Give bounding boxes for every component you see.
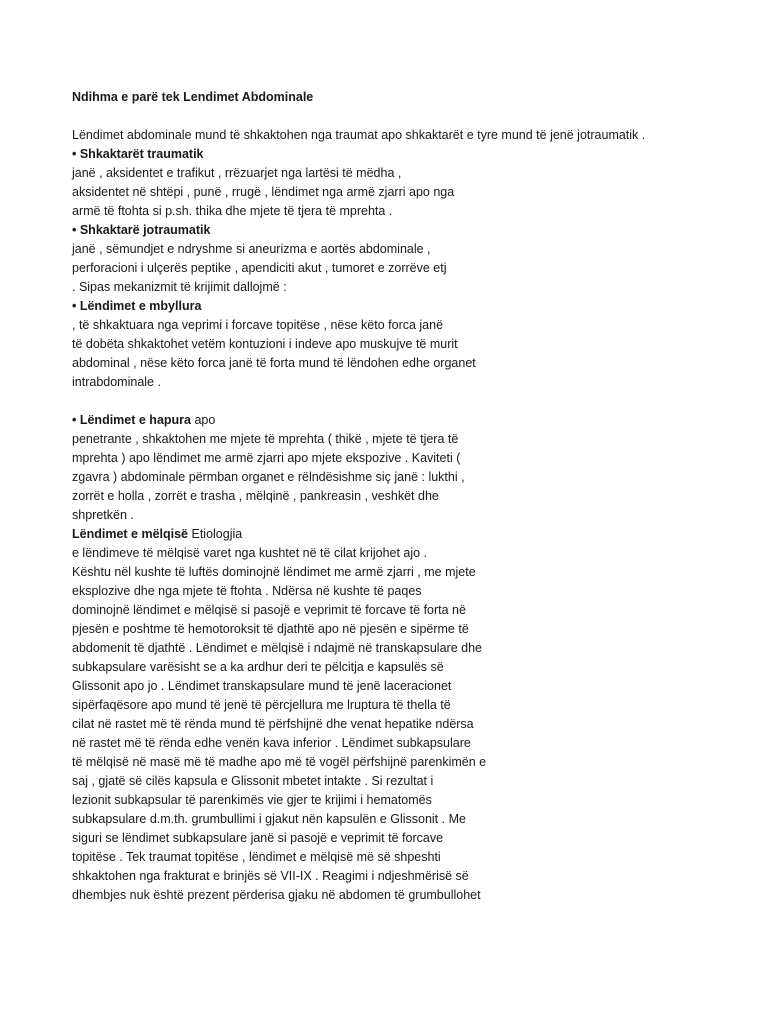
body-line: dominojnë lëndimet e mëlqisë si pasojë e veprimit të forcave të forta në — [72, 603, 466, 617]
body-line: subkapsulare d.m.th. grumbullimi i gjakut nën kapsulën e Glissonit . Me — [72, 812, 466, 826]
body-line: të dobëta shkaktohet vetëm kontuzioni i indeve apo muskujve të murit — [72, 337, 458, 351]
document-title: Ndihma e parë tek Lendimet Abdominale — [72, 90, 314, 104]
body-line: Glissonit apo jo . Lëndimet transkapsulare mund të jenë laceracionet — [72, 679, 452, 693]
body-line: perforacioni i ulçerës peptike , apendiciti akut , tumoret e zorrëve etj — [72, 261, 447, 275]
body-line: topitëse . Tek traumat topitëse , lëndimet e mëlqisë më së shpeshti — [72, 850, 441, 864]
spacer — [72, 107, 692, 126]
section-heading-closed-injuries: • Lëndimet e mbyllura — [72, 299, 202, 313]
section-heading-open-injuries: • Lëndimet e hapura — [72, 413, 191, 427]
section-heading-liver-injuries-line — [72, 525, 692, 544]
document-body — [72, 88, 692, 905]
body-line: saj , gjatë së cilës kapsula e Glissonit mbetet intakte . Si rezultat i — [72, 774, 434, 788]
spacer — [72, 392, 692, 411]
body-line: aksidentet në shtëpi , punë , rrugë , lëndimet nga armë zjarri apo nga — [72, 185, 455, 199]
section-heading-nontraumatic-causes: • Shkaktarë jotraumatik — [72, 223, 211, 237]
body-line: janë , sëmundjet e ndryshme si aneurizma e aortës abdominale , — [72, 242, 431, 256]
body-line: eksplozive dhe nga mjete të ftohta . Ndërsa në kushte të paqes — [72, 584, 422, 598]
body-line: zgavra ) abdominale përmban organet e rëlndësishme siç janë : lukthi , — [72, 470, 465, 484]
body-line: në rastet më të rënda edhe venën kava inferior . Lëndimet subkapsulare — [72, 736, 471, 750]
body-line: penetrante , shkaktohen me mjete të mprehta ( thikë , mjete të tjera të — [72, 432, 459, 446]
heading-tail: apo — [190, 413, 216, 427]
body-line: mprehta ) apo lëndimet me armë zjarri apo mjete ekspozive . Kaviteti ( — [72, 451, 461, 465]
body-line: të mëlqisë në masë më të madhe apo më të vogël përfshijnë parenkimën e — [72, 755, 487, 769]
intro-paragraph: Lëndimet abdominale mund të shkaktohen nga traumat apo shkaktarët e tyre mund të jenë jotraumatik . — [72, 128, 646, 142]
section-heading-open-injuries-line — [72, 411, 692, 430]
body-line: Kështu nël kushte të luftës dominojnë lëndimet me armë zjarri , me mjete — [72, 565, 476, 579]
body-line: abdominal , nëse këto forca janë të forta mund të lëndohen edhe organet — [72, 356, 476, 370]
body-line: shpretkën . — [72, 508, 134, 522]
heading-tail: Etiologjia — [188, 527, 243, 541]
body-line: dhembjes nuk është prezent përderisa gjaku në abdomen të grumbullohet — [72, 888, 481, 902]
body-line: . Sipas mekanizmit të krijimit dallojmë : — [72, 280, 287, 294]
body-line: abdomenit të djathtë . Lëndimet e mëlqisë i ndajmë në transkapsulare dhe — [72, 641, 482, 655]
body-line: intrabdominale . — [72, 375, 161, 389]
body-line: pjesën e poshtme të hemotoroksit të djathtë apo në pjesën e sipërme të — [72, 622, 469, 636]
body-line: zorrët e holla , zorrët e trasha , mëlqinë , pankreasin , veshkët dhe — [72, 489, 439, 503]
section-heading-traumatic-causes: • Shkaktarët traumatik — [72, 147, 204, 161]
body-line: janë , aksidentet e trafikut , rrëzuarjet nga lartësi të mëdha , — [72, 166, 402, 180]
body-line: lezionit subkapsular të parenkimës vie gjer te krijimi i hematomës — [72, 793, 432, 807]
body-line: subkapsulare varësisht se a ka ardhur deri te pëlcitja e kapsulës së — [72, 660, 444, 674]
body-line: , të shkaktuara nga veprimi i forcave topitëse , nëse këto forca janë — [72, 318, 444, 332]
body-line: siguri se lëndimet subkapsulare janë si pasojë e veprimit të forcave — [72, 831, 444, 845]
body-line: sipërfaqësore apo mund të jenë të përcjellura me lruptura të thella të — [72, 698, 451, 712]
section-heading-liver-injuries: Lëndimet e mëlqisë — [72, 527, 189, 541]
body-line: shkaktohen nga frakturat e brinjës së VII-IX . Reagimi i ndjeshmërisë së — [72, 869, 469, 883]
body-line: e lëndimeve të mëlqisë varet nga kushtet në të cilat krijohet ajo . — [72, 546, 428, 560]
body-line: cilat në rastet më të rënda mund të përfshijnë dhe venat hepatike ndërsa — [72, 717, 474, 731]
body-line: armë të ftohta si p.sh. thika dhe mjete të tjera të mprehta . — [72, 204, 393, 218]
